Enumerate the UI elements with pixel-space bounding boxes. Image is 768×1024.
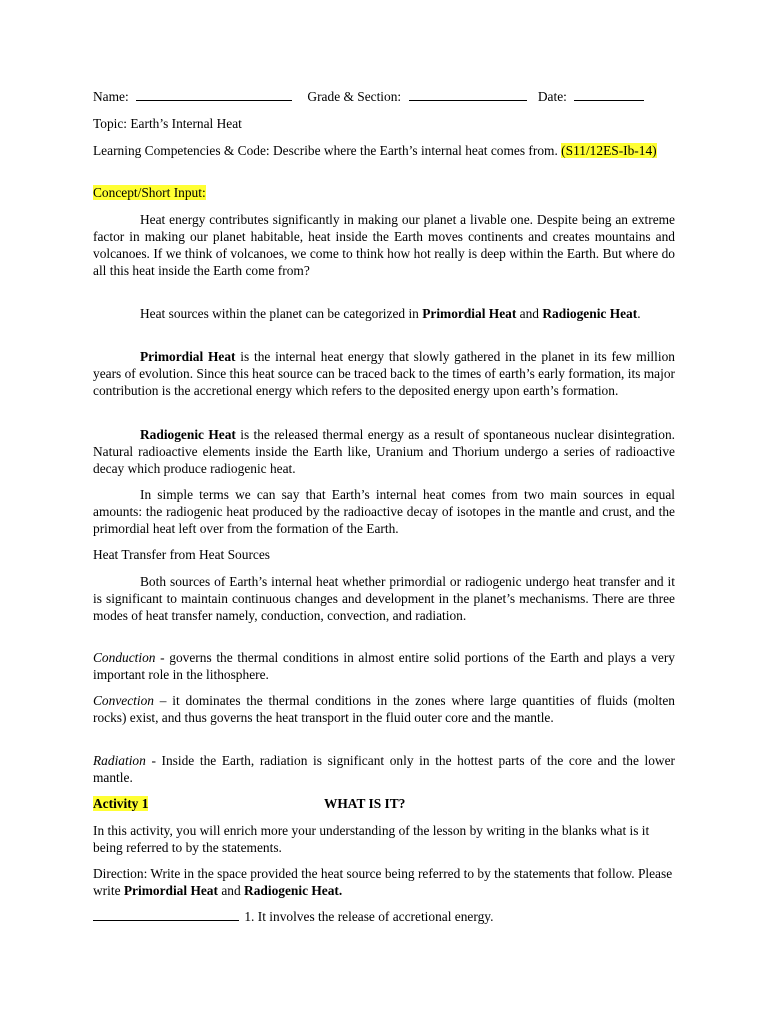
activity-intro: In this activity, you will enrich more your understanding of the lesson by writing in the blanks what is it being referred to by the statements. xyxy=(93,823,650,855)
item-1-text: 1. It involves the release of accretional energy. xyxy=(244,909,494,924)
learning-competency xyxy=(93,142,675,159)
p3-text: is the internal heat energy that slowly gathered in the planet in its few million years of evolution. Since this heat source can be traced back to the times of earth’s early formation, its major contribution is the accretional energy which refers to the deposited energy upon earth’s formation. xyxy=(93,349,675,398)
p2-end: . xyxy=(637,306,641,321)
radiation-term: Radiation xyxy=(93,753,146,768)
paragraph-primordial xyxy=(93,348,675,399)
paragraph-summary: In simple terms we can say that Earth’s internal heat comes from two main sources in equal amounts: the radiogenic heat produced by the radioactive decay of isotopes in the mantle and crust, and the primordial heat left over from the formation of the Earth. xyxy=(93,487,675,536)
conduction-text: - governs the thermal conditions in almost entire solid portions of the Earth and plays a very important role in the lithosphere. xyxy=(93,650,675,682)
p4-term: Radiogenic Heat xyxy=(140,427,236,442)
conduction-term: Conduction xyxy=(93,650,156,665)
competency-text: Learning Competencies & Code: Describe where the Earth’s internal heat comes from. xyxy=(93,143,558,158)
p3-term: Primordial Heat xyxy=(140,349,236,364)
p2-primordial: Primordial Heat xyxy=(422,306,517,321)
activity-label: Activity 1 xyxy=(93,796,149,811)
topic: Topic: Earth’s Internal Heat xyxy=(93,116,242,131)
direction-text: Direction: Write in the space provided the heat source being referred to by the statements that follow. Please write xyxy=(93,866,673,898)
activity-direction xyxy=(93,865,675,899)
direction-radiogenic: Radiogenic Heat. xyxy=(244,883,343,898)
activity-item-1 xyxy=(93,908,493,925)
direction-and: and xyxy=(221,883,241,898)
concept-heading-text: Concept/Short Input: xyxy=(93,185,206,200)
direction-primordial: Primordial Heat xyxy=(123,883,218,898)
p2-start: Heat sources within the planet can be categorized in xyxy=(140,306,419,321)
transfer-heading: Heat Transfer from Heat Sources xyxy=(93,547,271,562)
activity-heading xyxy=(93,795,406,812)
concept-heading xyxy=(93,184,206,201)
convection-text: – it dominates the thermal conditions in the zones where large quantities of fluids (molten rocks) exist, and thus governs the heat transport in the fluid outer core and the mantle. xyxy=(93,693,675,725)
convection-paragraph xyxy=(93,692,675,726)
name-label: Name: xyxy=(93,89,129,104)
name-field[interactable] xyxy=(136,88,292,101)
p4-text: is the released thermal energy as a result of spontaneous nuclear disintegration. Natural radioactive elements inside the Earth like, Uranium and Thorium undergo a series of radioactive decay which produce radiogenic heat. xyxy=(93,427,675,476)
answer-blank-1[interactable] xyxy=(93,908,239,921)
paragraph-intro: Heat energy contributes significantly in making our planet a livable one. Despite being an extreme factor in making our planet habitable, heat inside the Earth moves continents and creates mountains and volcanoes. If we think of volcanoes, we come to think how hot really is deep within the Earth. But where do all this heat inside the Earth come from? xyxy=(93,212,675,278)
p2-radiogenic: Radiogenic Heat xyxy=(542,306,638,321)
grade-label: Grade & Section: xyxy=(307,89,402,104)
competency-code: (S11/12ES-Ib-14) xyxy=(561,143,657,158)
activity-title: WHAT IS IT? xyxy=(324,796,406,811)
paragraph-sources xyxy=(93,305,675,322)
grade-section-field[interactable] xyxy=(409,88,527,101)
date-label: Date: xyxy=(537,89,567,104)
date-field[interactable] xyxy=(574,88,644,101)
convection-term: Convection xyxy=(93,693,154,708)
paragraph-radiogenic xyxy=(93,426,675,477)
header-row xyxy=(93,88,644,105)
radiation-paragraph xyxy=(93,752,675,786)
conduction-paragraph xyxy=(93,649,675,683)
paragraph-transfer: Both sources of Earth’s internal heat whether primordial or radiogenic undergo heat transfer and it is significant to maintain continuous changes and development in the planet’s mechanisms. There are three modes of heat transfer namely, conduction, convection, and radiation. xyxy=(93,574,675,623)
radiation-text: - Inside the Earth, radiation is significant only in the hottest parts of the core and the lower mantle. xyxy=(93,753,675,785)
p2-and: and xyxy=(519,306,540,321)
